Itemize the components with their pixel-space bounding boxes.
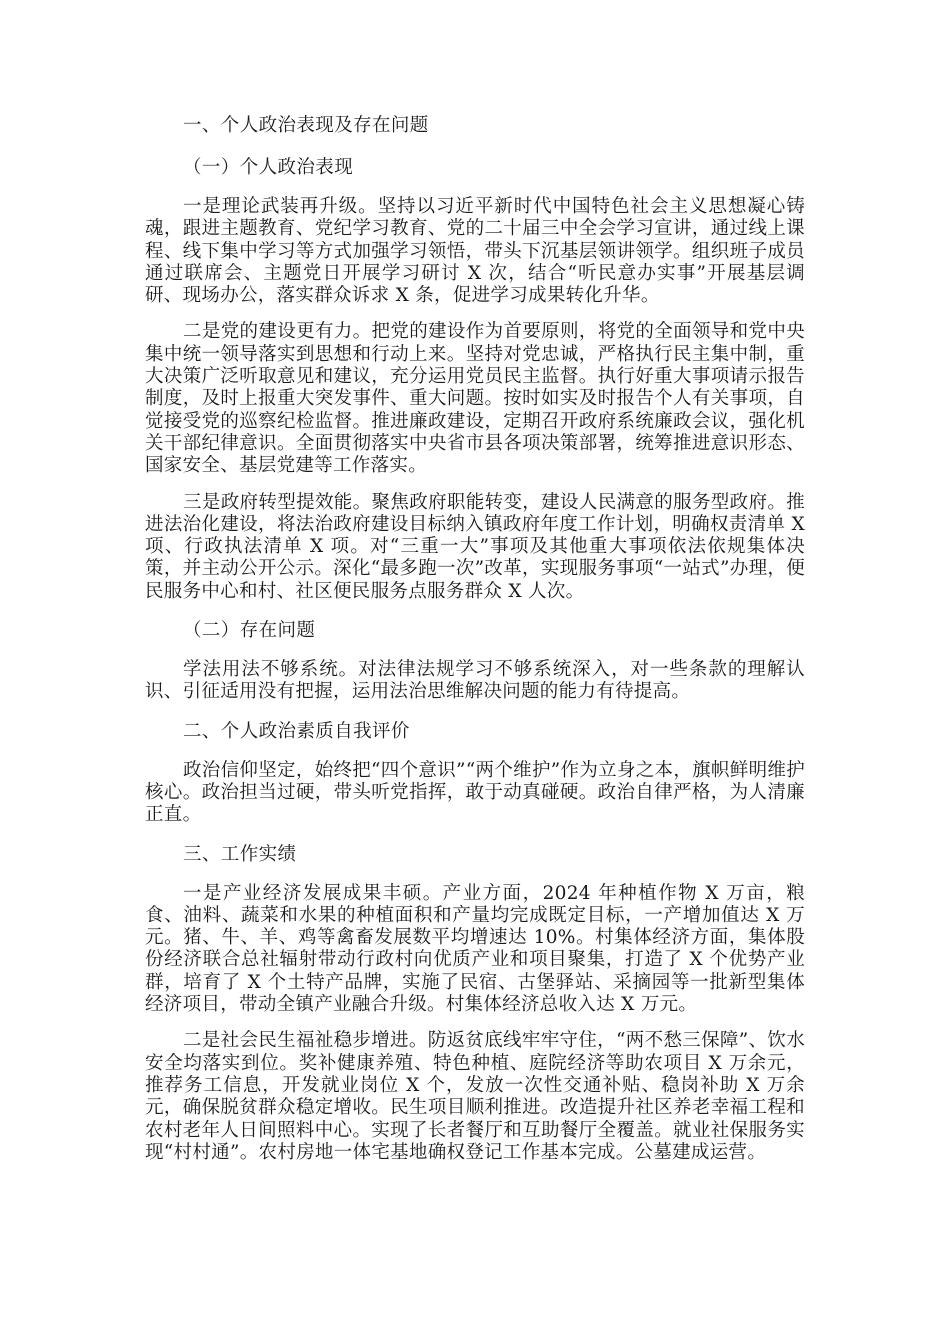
paragraph-industry-economy: 一是产业经济发展成果丰硕。产业方面，2024 年种植作物 X 万亩，粮食、油料、蔬菜和水果的种植面积和产量均完成既定目标，一产增加值达 X 万元。猪、牛、羊、鸡等禽畜发展数平均增速达 10%。村集体经济方面，集体股份经济联合总社辐射带动行政村向优质产业和项目聚集，打造了 X 个优势产业群，培育了 X 个土特产品牌，实施了民宿、古堡驿站、采摘园等一批新型集体经济项目，带动全镇产业融合升级。村集体经济总收入达 X 万元。 — [145, 882, 805, 1016]
paragraph-self-evaluation: 政治信仰坚定，始终把“四个意识”“两个维护”作为立身之本，旗帜鲜明维护核心。政治担当过硬，带头听党指挥，敢于动真碰硬。政治自律严格，为人清廉正直。 — [145, 759, 805, 826]
document-page — [145, 112, 805, 1178]
paragraph-government-transformation: 三是政府转型提效能。聚焦政府职能转变，建设人民满意的服务型政府。推进法治化建设，将法治政府建设目标纳入镇政府年度工作计划，明确权责清单 X 项、行政执法清单 X 项。对“三重一大”事项及其他重大事项依法依规集体决策，并主动公开公示。深化“最多跑一次”改革，实现服务事项“一站式”办理，便民服务中心和村、社区便民服务点服务群众 X 人次。 — [145, 491, 805, 602]
section-heading-self-evaluation: 二、个人政治素质自我评价 — [183, 720, 410, 742]
paragraph-livelihood: 二是社会民生福祉稳步增进。防返贫底线牢牢守住，“两不愁三保障”、饮水安全均落实到位。奖补健康养殖、特色种植、庭院经济等助农项目 X 万余元，推荐务工信息，开发就业岗位 X 个，发放一次性交通补贴、稳岗补助 X 万余元，确保脱贫群众稳定增收。民生项目顺利推进。改造提升社区养老幸福工程和农村老年人日间照料中心。实现了长者餐厅和互助餐厅全覆盖。就业社保服务实现“村村通”。农村房地一体宅基地确权登记工作基本完成。公墓建成运营。 — [145, 1030, 805, 1163]
paragraph-party-building: 二是党的建设更有力。把党的建设作为首要原则，将党的全面领导和党中央集中统一领导落实到思想和行动上来。坚持对党忠诚，严格执行民主集中制，重大决策广泛听取意见和建议，充分运用党员民主监督。执行好重大事项请示报告制度，及时上报重大突发事件、重大问题。按时如实及时报告个人有关事项，自觉接受党的巡察纪检监督。推进廉政建设，定期召开政府系统廉政会议，强化机关干部纪律意识。全面贯彻落实中央省市县各项决策部署，统筹推进意识形态、国家安全、基层党建等工作落实。 — [145, 321, 805, 477]
subsection-heading-problems: （二）存在问题 — [183, 620, 316, 642]
paragraph-theory: 一是理论武装再升级。坚持以习近平新时代中国特色社会主义思想凝心铸魂，跟进主题教育、党纪学习教育、党的二十届三中全会学习宣讲，通过线上课程、线下集中学习等方式加强学习领悟，带头下沉基层领讲领学。组织班子成员通过联席会、主题党日开展学习研讨 X 次，结合“听民意办实事”开展基层调研、现场办公，落实群众诉求 X 条，促进学习成果转化升华。 — [145, 196, 805, 307]
subsection-heading-performance: （一）个人政治表现 — [183, 157, 354, 178]
section-heading-political-performance: 一、个人政治表现及存在问题 — [183, 115, 429, 136]
paragraph-problems: 学法用法不够系统。对法律法规学习不够系统深入，对一些条款的理解认识、引征适用没有把握，运用法治思维解决问题的能力有待提高。 — [145, 659, 805, 703]
section-heading-achievements: 三、工作实绩 — [183, 843, 297, 865]
